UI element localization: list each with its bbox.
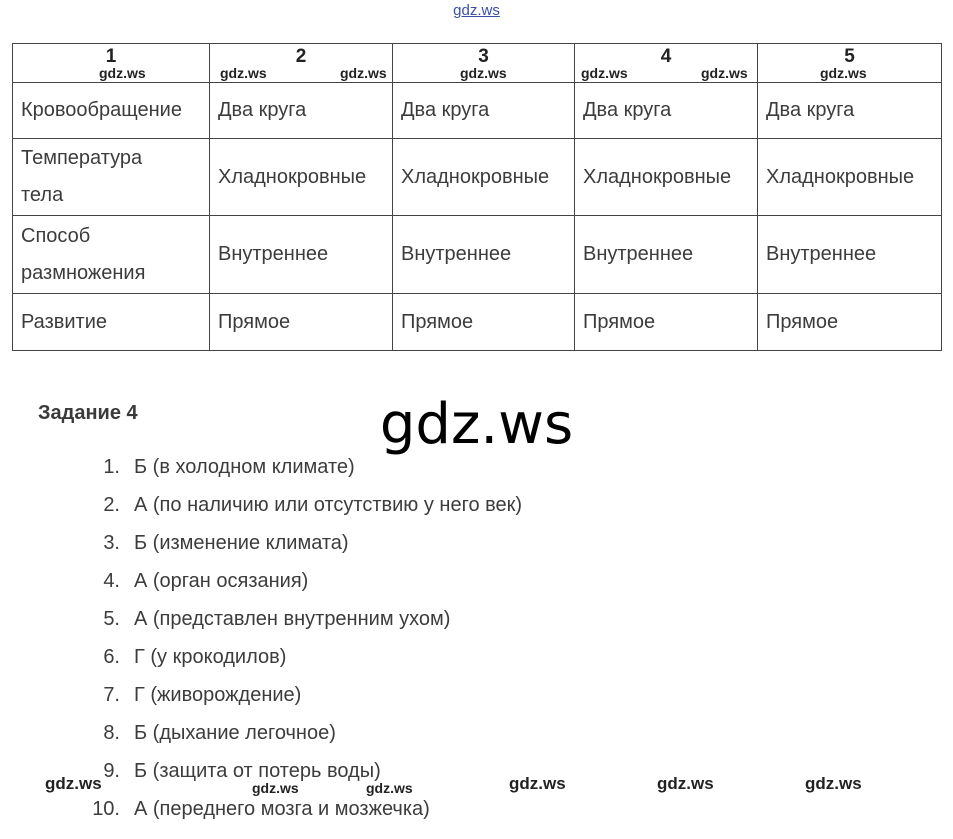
list-item bbox=[0, 760, 700, 790]
item-text: Г (живорождение) bbox=[134, 684, 302, 706]
table-cell: Прямое bbox=[758, 294, 942, 351]
watermark: gdz.ws bbox=[220, 65, 267, 81]
watermark-top: gdz.ws bbox=[453, 2, 500, 19]
watermark: gdz.ws bbox=[340, 65, 387, 81]
table-cell: Два круга bbox=[393, 83, 575, 139]
item-number: 8. bbox=[103, 722, 120, 744]
row-label-line: тела bbox=[21, 184, 64, 206]
column-header-3 bbox=[393, 44, 575, 83]
comparison-table bbox=[12, 43, 942, 351]
table-row bbox=[13, 294, 942, 351]
watermark: gdz.ws bbox=[820, 65, 867, 81]
list-item bbox=[0, 646, 700, 676]
table-row bbox=[13, 139, 942, 216]
column-number: 5 bbox=[844, 46, 855, 67]
table-cell: Внутреннее bbox=[758, 216, 942, 294]
list-item bbox=[0, 798, 700, 828]
watermark: gdz.ws bbox=[581, 65, 628, 81]
watermark-bottom: gdz.ws bbox=[657, 774, 714, 793]
column-number: 2 bbox=[295, 46, 307, 67]
watermark-large: gdz.ws bbox=[379, 392, 574, 457]
item-text: Б (защита от потерь воды) bbox=[134, 760, 381, 782]
item-number: 9. bbox=[103, 760, 120, 782]
item-text: Б (в холодном климате) bbox=[134, 456, 355, 478]
item-number: 3. bbox=[103, 532, 120, 554]
table-cell: Хладнокровные bbox=[393, 139, 575, 216]
column-header-4 bbox=[575, 44, 758, 83]
watermark-bottom: gdz.ws bbox=[252, 780, 299, 796]
watermark: gdz.ws bbox=[701, 65, 748, 81]
table-cell: Прямое bbox=[210, 294, 393, 351]
table-cell: Два круга bbox=[210, 83, 393, 139]
watermark: gdz.ws bbox=[99, 65, 146, 81]
row-label bbox=[13, 139, 210, 216]
list-item bbox=[0, 608, 700, 638]
table-cell: Хладнокровные bbox=[575, 139, 758, 216]
item-text: Г (у крокодилов) bbox=[134, 646, 287, 668]
table-cell: Прямое bbox=[393, 294, 575, 351]
item-number: 7. bbox=[103, 684, 120, 706]
column-header-1 bbox=[13, 44, 210, 83]
item-number: 10. bbox=[92, 798, 120, 820]
row-label-line: размножения bbox=[21, 261, 146, 284]
item-text: А (по наличию или отсутствию у него век) bbox=[134, 494, 523, 516]
watermark-bottom: gdz.ws bbox=[45, 774, 102, 793]
row-label-line: Способ bbox=[21, 224, 91, 247]
table-cell: Хладнокровные bbox=[758, 139, 942, 216]
column-header-2 bbox=[210, 44, 393, 83]
table-cell: Хладнокровные bbox=[210, 139, 393, 216]
column-header-5 bbox=[758, 44, 942, 83]
item-text: А (представлен внутренним ухом) bbox=[134, 608, 451, 630]
watermark-bottom: gdz.ws bbox=[366, 780, 413, 796]
table-cell: Внутреннее bbox=[210, 216, 393, 294]
column-number: 3 bbox=[478, 46, 489, 67]
watermark-bottom: gdz.ws bbox=[805, 774, 862, 793]
watermark: gdz.ws bbox=[460, 65, 507, 81]
table-row bbox=[13, 83, 942, 139]
item-number: 1. bbox=[103, 456, 120, 478]
column-number: 4 bbox=[660, 46, 672, 67]
table-cell: Прямое bbox=[575, 294, 758, 351]
table-cell: Два круга bbox=[575, 83, 758, 139]
item-number: 5. bbox=[103, 608, 120, 630]
column-number: 1 bbox=[105, 46, 117, 67]
watermark-bottom: gdz.ws bbox=[509, 774, 566, 793]
row-label: Развитие bbox=[13, 294, 210, 351]
table-row bbox=[13, 216, 942, 294]
list-item bbox=[0, 570, 700, 600]
item-number: 4. bbox=[103, 570, 120, 592]
row-label: Кровообращение bbox=[13, 83, 210, 139]
item-text: А (переднего мозга и мозжечка) bbox=[134, 798, 430, 820]
row-label bbox=[13, 216, 210, 294]
item-number: 6. bbox=[103, 646, 120, 668]
row-label-line: Температура bbox=[21, 147, 143, 169]
table-header-row bbox=[13, 44, 942, 83]
list-item bbox=[0, 532, 700, 562]
list-item bbox=[0, 456, 700, 486]
list-item bbox=[0, 722, 700, 752]
item-text: Б (изменение климата) bbox=[134, 532, 349, 554]
table-cell: Внутреннее bbox=[575, 216, 758, 294]
item-number: 2. bbox=[103, 494, 120, 516]
table-cell: Два круга bbox=[758, 83, 942, 139]
list-item bbox=[0, 494, 700, 524]
item-text: А (орган осязания) bbox=[134, 570, 309, 592]
table-cell: Внутреннее bbox=[393, 216, 575, 294]
item-text: Б (дыхание легочное) bbox=[134, 722, 336, 744]
list-item bbox=[0, 684, 700, 714]
task-title: Задание 4 bbox=[38, 402, 138, 424]
